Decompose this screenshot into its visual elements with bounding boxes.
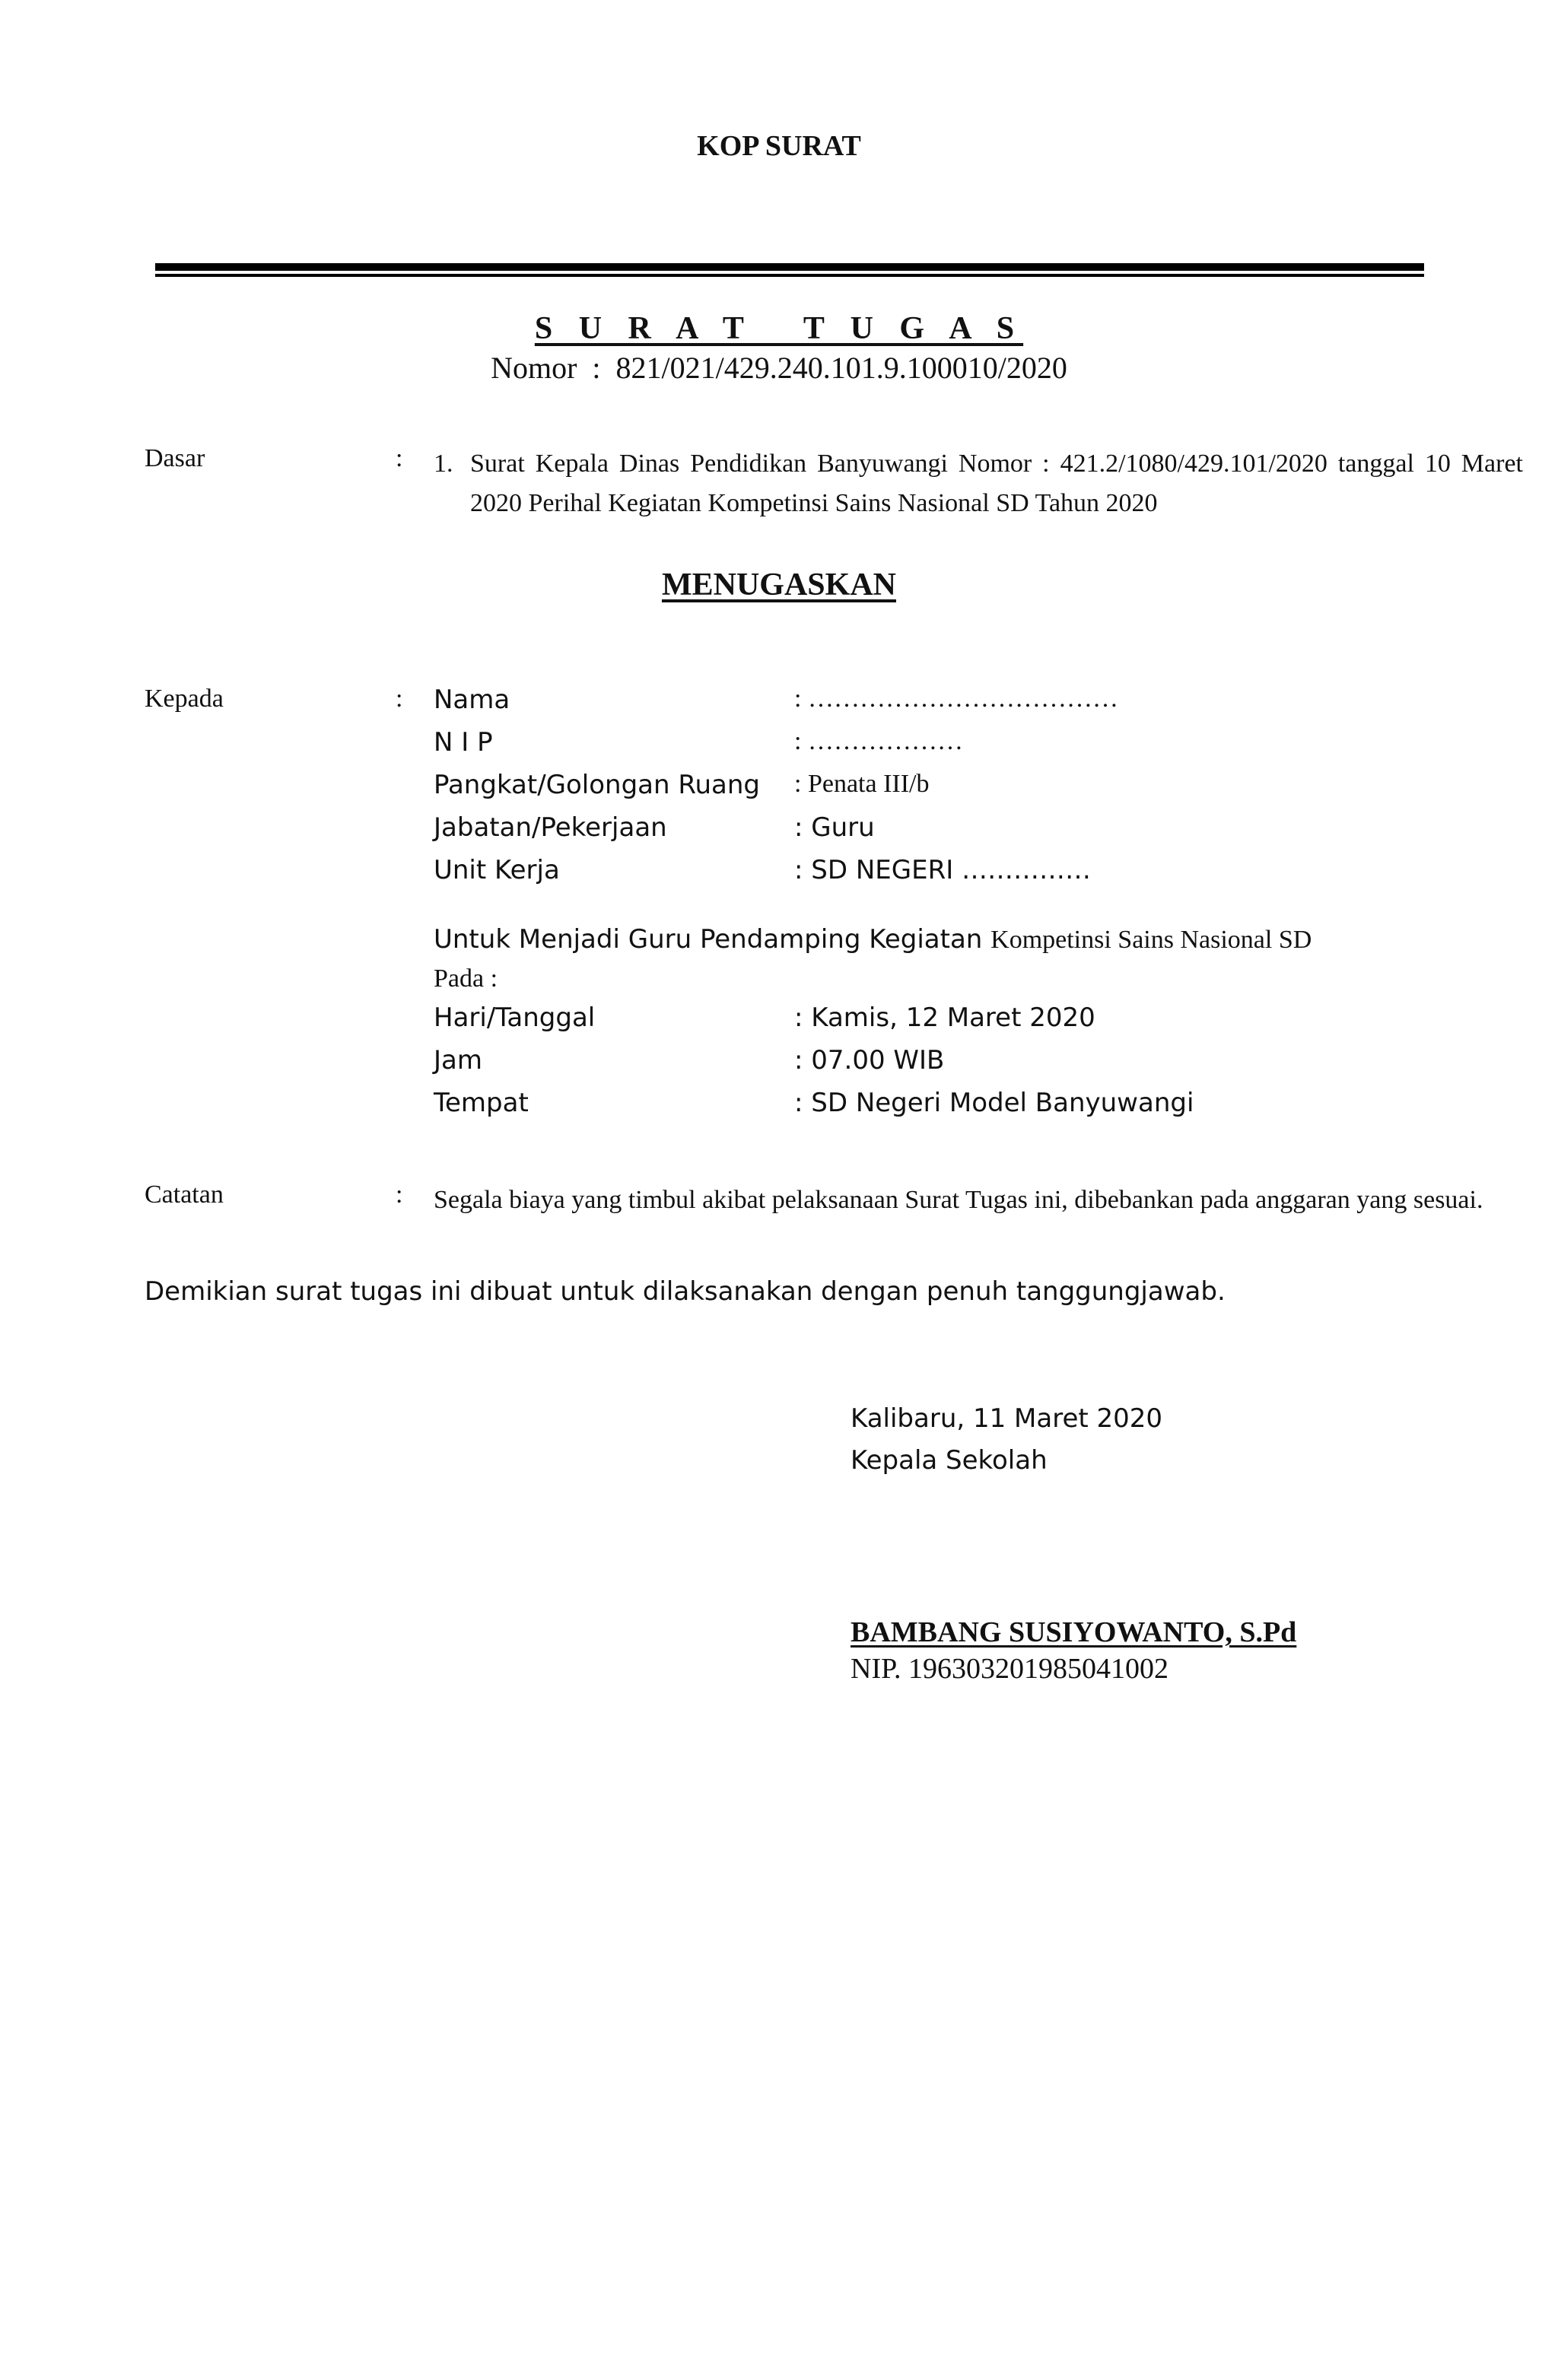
hari-tanggal-label: Hari/Tanggal bbox=[434, 1003, 596, 1033]
dasar-label: Dasar bbox=[145, 444, 205, 472]
dasar-item-text: Surat Kepala Dinas Pendidikan Banyuwangi Nomor : 421.2/1080/429.101/2020 tanggal 10 Maret 2020 Perihal Kegiatan Kompetinsi Sains Nasional SD Tahun 2020 bbox=[470, 450, 1523, 517]
dasar-colon: : bbox=[396, 444, 403, 472]
tempat-value: : SD Negeri Model Banyuwangi bbox=[794, 1088, 1194, 1118]
catatan-label: Catatan bbox=[145, 1180, 224, 1209]
jam-label: Jam bbox=[434, 1045, 482, 1076]
tempat-label: Tempat bbox=[434, 1088, 529, 1118]
jabatan-label: Jabatan/Pekerjaan bbox=[434, 812, 667, 843]
pangkat-value: : Penata III/b bbox=[794, 770, 930, 798]
letter-title: S U R A T T U G A S bbox=[534, 311, 1024, 346]
catatan-colon: : bbox=[396, 1180, 403, 1209]
closing-statement: Demikian surat tugas ini dibuat untuk dilaksanakan dengan penuh tanggungjawab. bbox=[145, 1276, 1226, 1307]
signature-place-date: Kalibaru, 11 Maret 2020 bbox=[851, 1403, 1163, 1434]
jabatan-value: : Guru bbox=[794, 812, 875, 843]
dasar-item-number: 1. bbox=[434, 450, 453, 478]
signatory-name: BAMBANG SUSIYOWANTO, S.Pd bbox=[851, 1616, 1297, 1648]
pangkat-label: Pangkat/Golongan Ruang bbox=[434, 770, 760, 800]
unit-kerja-label: Unit Kerja bbox=[434, 855, 560, 885]
assignment-purpose bbox=[434, 924, 1312, 955]
hari-tanggal-value: : Kamis, 12 Maret 2020 bbox=[794, 1003, 1095, 1033]
letterhead-divider-thick bbox=[155, 263, 1424, 271]
signature-role: Kepala Sekolah bbox=[851, 1445, 1048, 1476]
nama-value: : ……………………………… bbox=[794, 685, 1118, 713]
catatan-text: Segala biaya yang timbul akibat pelaksanaan Surat Tugas ini, dibebankan pada anggaran yang sesuai. bbox=[434, 1186, 1483, 1214]
letter-number: Nomor : 821/021/429.240.101.9.100010/2020 bbox=[491, 351, 1067, 385]
jam-value: : 07.00 WIB bbox=[794, 1045, 945, 1076]
pada-label: Pada : bbox=[434, 964, 498, 993]
kepada-label: Kepada bbox=[145, 685, 224, 713]
assignment-purpose-event: Kompetinsi Sains Nasional SD bbox=[990, 926, 1312, 954]
nip-value: : ……………… bbox=[794, 727, 963, 755]
assignment-purpose-lead: Untuk Menjadi Guru Pendamping Kegiatan bbox=[434, 924, 991, 955]
signatory-nip: NIP. 196303201985041002 bbox=[851, 1653, 1169, 1685]
nama-label: Nama bbox=[434, 685, 510, 715]
letterhead-divider-thin bbox=[155, 274, 1424, 277]
kepada-colon: : bbox=[396, 685, 403, 713]
menugaskan-heading: MENUGASKAN bbox=[661, 567, 896, 602]
nip-label: N I P bbox=[434, 727, 493, 758]
unit-kerja-value: : SD NEGERI …………… bbox=[794, 855, 1092, 885]
letterhead-title: KOP SURAT bbox=[697, 130, 861, 162]
